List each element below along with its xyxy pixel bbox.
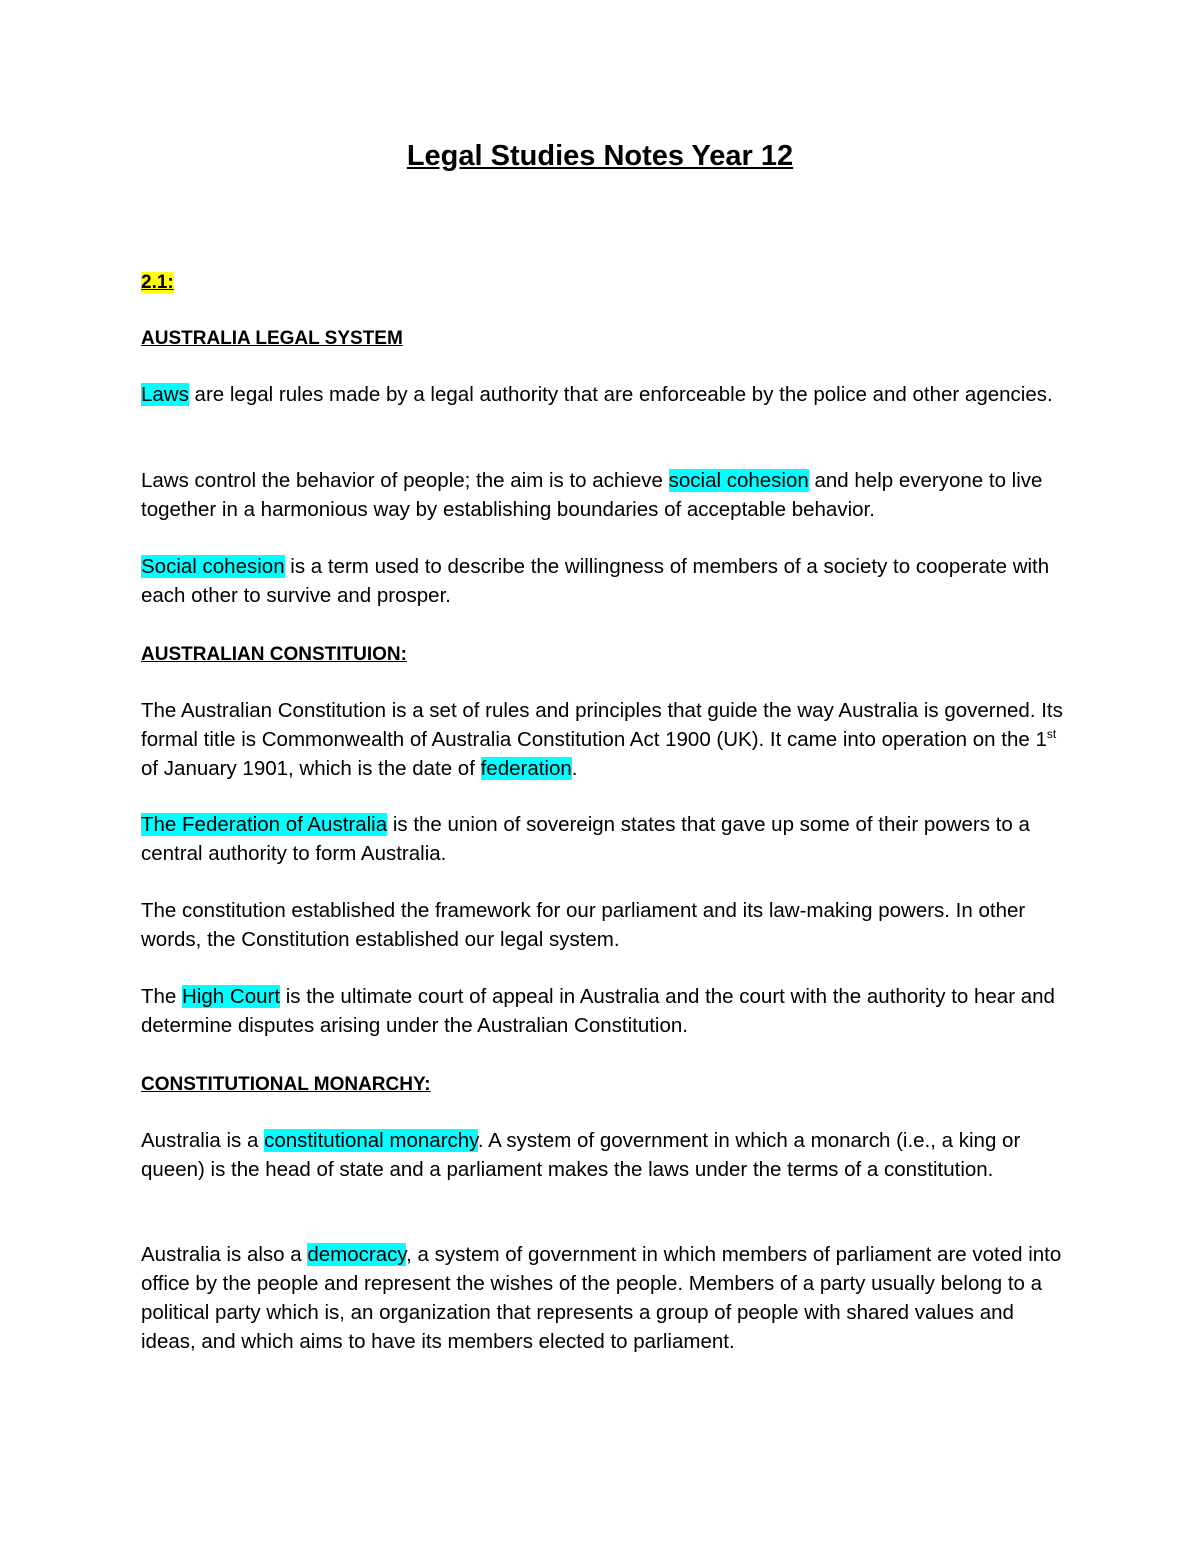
highlighted-term-federation-of-australia: The Federation of Australia <box>141 813 388 836</box>
document-title: Legal Studies Notes Year 12 <box>406 140 794 172</box>
highlighted-term-constitutional-monarchy: constitutional monarchy <box>264 1129 478 1152</box>
highlighted-term-democracy: democracy <box>307 1243 407 1266</box>
paragraph-text: of January 1901, which is the date of <box>141 757 481 780</box>
paragraph-text: is the union of sovereign states that gave up some of their powers to a central authority to form Australia. <box>141 813 1030 865</box>
paragraph-laws-definition <box>141 380 1071 409</box>
paragraph-text: Laws control the behavior of people; the aim is to achieve <box>141 469 669 492</box>
highlighted-term-social-cohesion-definition: Social cohesion <box>141 555 285 578</box>
paragraph-text: is a term used to describe the willingness of members of a society to cooperate with each other to survive and prosper. <box>141 555 1050 607</box>
paragraph-text: The Australian Constitution is a set of rules and principles that guide the way Australia is governed. Its formal title is Commonwealth of Australia Constitution Act 1900 (UK). It came into operation on the 1 <box>141 699 1063 751</box>
highlighted-term-federation: federation <box>480 757 572 780</box>
paragraph-constitutional-monarchy <box>141 1126 1071 1184</box>
heading-legal-system: AUSTRALIA LEGAL SYSTEM <box>141 328 403 349</box>
paragraph-framework: The constitution established the framework for our parliament and its law-making powers. In other words, the Constitution established our legal system. <box>141 899 1026 951</box>
highlighted-term-social-cohesion: social cohesion <box>668 469 809 492</box>
paragraph-text: and help everyone to live together in a harmonious way by establishing boundaries of acceptable behavior. <box>141 469 1043 521</box>
paragraph-text: , a system of government in which members of parliament are voted into office by the people and represent the wishes of the people. Members of a party usually belong to a political party which is, an organization that represents a group of people with shared values and ideas, and which aims to have its members elected to parliament. <box>141 1243 1062 1353</box>
paragraph-laws-control <box>141 466 1071 524</box>
paragraph-text: is the ultimate court of appeal in Australia and the court with the authority to hear and determine disputes arising under the Australian Constitution. <box>141 985 1055 1037</box>
section-number-label: 2.1: <box>141 272 174 293</box>
heading-monarchy: CONSTITUTIONAL MONARCHY: <box>141 1074 431 1095</box>
paragraph-democracy <box>141 1240 1071 1356</box>
paragraph-text: . <box>571 757 578 780</box>
paragraph-text: The <box>141 985 183 1008</box>
heading-constitution: AUSTRALIAN CONSTITUION: <box>141 644 407 665</box>
paragraph-text: Australia is a <box>141 1129 265 1152</box>
section-number <box>141 268 1071 297</box>
paragraph-text: . A system of government in which a monarch (i.e., a king or queen) is the head of state and a parliament makes the laws under the terms of a constitution. <box>141 1129 1021 1181</box>
paragraph-constitution <box>141 696 1071 783</box>
paragraph-text: Australia is also a <box>141 1243 308 1266</box>
highlighted-term-laws: Laws <box>141 383 189 406</box>
superscript-st: st <box>1046 727 1057 742</box>
paragraph-text: are legal rules made by a legal authority that are enforceable by the police and other agencies. <box>188 383 1053 406</box>
paragraph-federation <box>141 810 1071 868</box>
paragraph-high-court <box>141 982 1071 1040</box>
highlighted-term-high-court: High Court <box>182 985 281 1008</box>
paragraph-social-cohesion <box>141 552 1071 610</box>
